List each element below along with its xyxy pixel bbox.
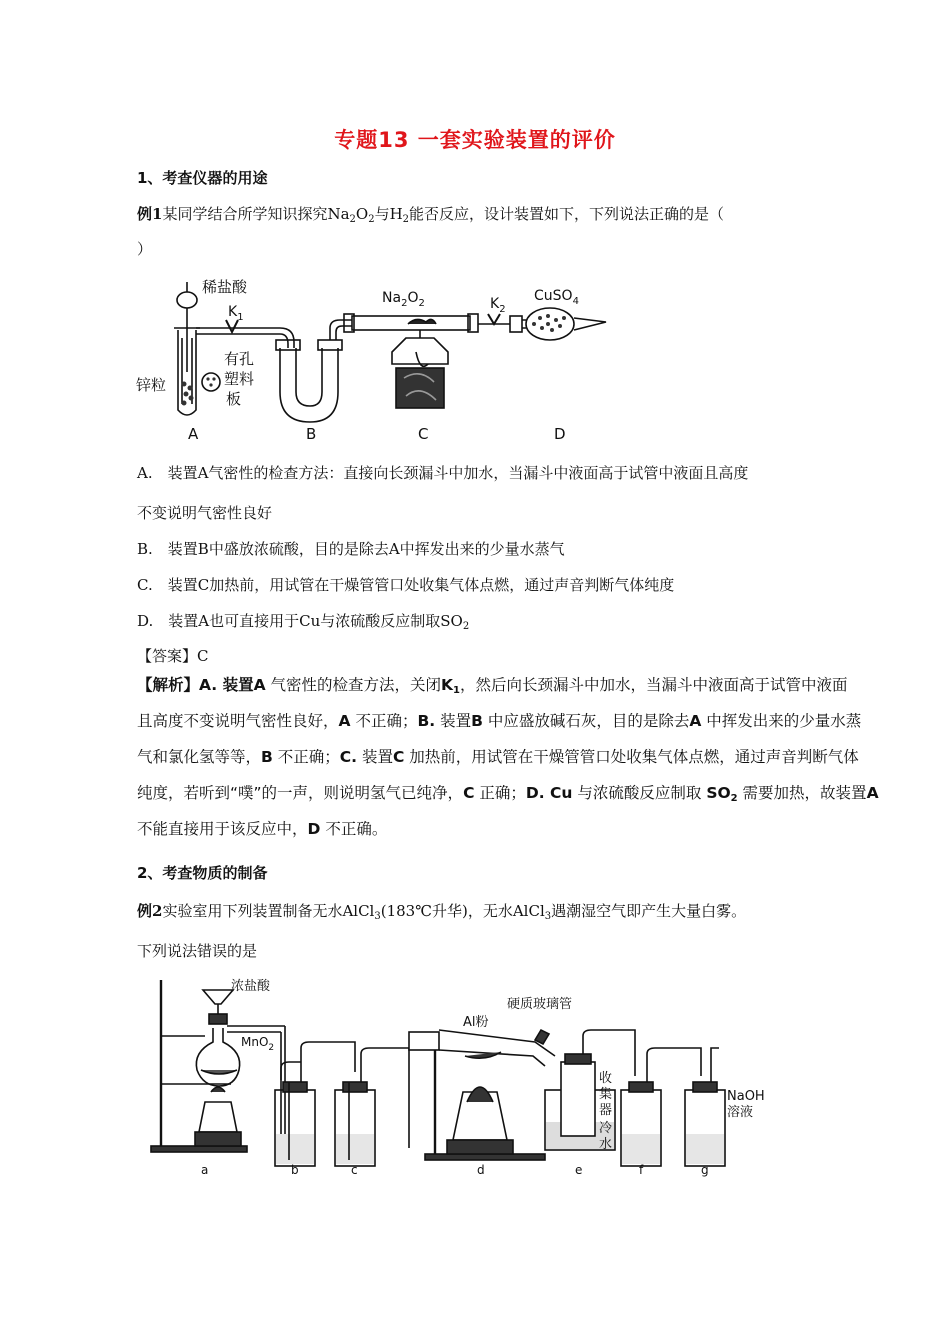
burner-a: [199, 1102, 237, 1132]
label-cold-2: 水: [599, 1137, 613, 1152]
label-solution: 溶液: [727, 1105, 754, 1120]
u-tube-b: [280, 348, 338, 422]
label-plate-1: 有孔: [224, 350, 255, 368]
example-2-question-2: 下列说法错误的是: [137, 942, 258, 960]
label-plate-2: 塑料: [224, 370, 255, 388]
example-2-question: 例2实验室用下列装置制备无水AlCl$_3$(183℃升华)，无水AlCl$_3$遇潮湿空气即产生大量白雾。: [137, 902, 747, 922]
thistle-funnel: [177, 292, 197, 308]
label-a2: a: [201, 1163, 209, 1177]
label-g2: g: [701, 1163, 709, 1177]
label-c: C: [418, 425, 429, 443]
separatory-funnel: [203, 990, 233, 1004]
label-k2: $K_2$: [490, 296, 506, 315]
label-hard-glass-tube: 硬质玻璃管: [507, 997, 573, 1012]
option-b: B. 装置B中盛放浓硫酸，目的是除去A中挥发出来的少量水蒸气: [137, 540, 565, 558]
label-e2: e: [575, 1163, 583, 1177]
label-f2: f: [639, 1163, 644, 1177]
example-1-question-close: ）: [137, 240, 153, 258]
label-b: B: [306, 425, 317, 443]
collector-e: [561, 1062, 595, 1136]
label-collector-2: 集: [599, 1087, 613, 1102]
analysis-line-5: 不能直接用于该反应中，D 不正确。: [137, 820, 388, 838]
apparatus-figure-2: [145, 972, 765, 1180]
label-conc-hcl: 浓盐酸: [231, 979, 271, 994]
label-a: A: [188, 425, 199, 443]
alcohol-lamp: [392, 338, 448, 364]
label-naoh: NaOH: [727, 1089, 765, 1104]
label-collector-3: 器: [599, 1103, 613, 1118]
section-2-heading: 2、考查物质的制备: [137, 864, 268, 882]
option-a-line-2: 不变说明气密性良好: [137, 504, 273, 522]
apparatus-figure-1: [130, 272, 630, 450]
label-zinc: 锌粒: [136, 376, 167, 394]
option-c: C. 装置C加热前，用试管在干燥管管口处收集气体点燃，通过声音判断气体纯度: [137, 576, 675, 594]
label-cuso4: CuSO$_4$: [534, 288, 579, 307]
analysis-line-3: 气和氯化氢等等，B 不正确；C. 装置C 加热前，用试管在干燥管管口处收集气体点燃，通过声音判断气体: [137, 748, 859, 766]
label-b2: b: [291, 1163, 299, 1177]
label-al-powder: Al粉: [463, 1015, 489, 1030]
label-d: D: [554, 425, 566, 443]
example-1-question: 例1某同学结合所学知识探究$Na_2O_2$与$H_2$能否反应，设计装置如下，下列说法正确的是（: [137, 205, 725, 225]
label-d2: d: [477, 1163, 485, 1177]
analysis-line-1: 【解析】A. 装置A 气密性的检查方法，关闭$K_1$，然后向长颈漏斗中加水，当漏斗中液面高于试管中液面: [137, 676, 848, 696]
analysis-line-4: 纯度，若听到“噗”的一声，则说明氢气已纯净，C 正确；D. Cu 与浓硫酸反应制取 $SO_2$ 需要加热，故装置A: [137, 784, 879, 804]
analysis-line-2: 且高度不变说明气密性良好，A 不正确；B. 装置B 中应盛放碱石灰，目的是除去A 中挥发出来的少量水蒸: [137, 712, 862, 730]
option-d: D. 装置A也可直接用于Cu与浓硫酸反应制取$SO_2$: [137, 612, 470, 632]
answer: 【答案】C: [137, 647, 209, 665]
page-title: 专题13 一套实验装置的评价: [334, 128, 616, 152]
label-plate-3: 板: [226, 390, 242, 408]
label-mno2: MnO$_2$: [241, 1035, 275, 1053]
section-1-heading: 1、考查仪器的用途: [137, 169, 268, 187]
label-dilute-hcl: 稀盐酸: [202, 278, 248, 296]
label-cold-1: 冷: [599, 1121, 613, 1136]
label-na2o2: $Na_2O_2$: [382, 290, 425, 309]
option-a-line-1: A. 装置A气密性的检查方法：直接向长颈漏斗中加水，当漏斗中液面高于试管中液面且高度: [137, 464, 749, 482]
label-collector-1: 收: [599, 1071, 613, 1086]
example-1-lead: 例1: [137, 205, 163, 223]
label-c2: c: [351, 1163, 358, 1177]
label-k1: $K_1$: [228, 304, 244, 323]
